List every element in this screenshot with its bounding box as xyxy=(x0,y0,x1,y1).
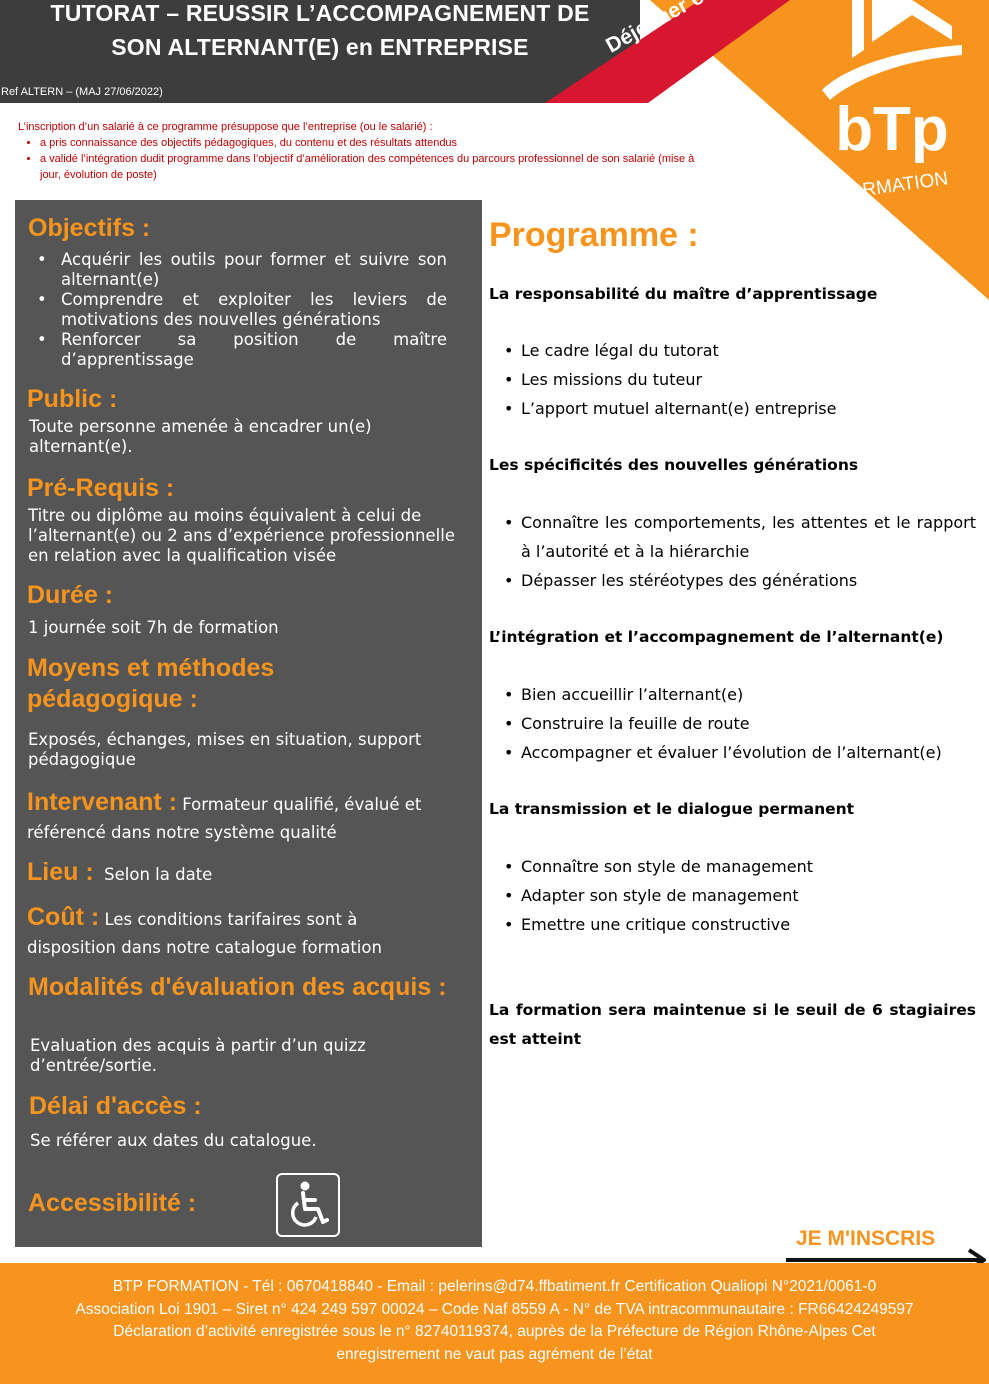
list-item: • Dépasser les stéréotypes des générations xyxy=(504,571,858,590)
cout-text: Les conditions tarifaires sont à disposition dans notre catalogue formation xyxy=(27,910,382,957)
programme-section-title: La responsabilité du maître d’apprentissage xyxy=(489,285,878,303)
delai-heading: Délai d'accès : xyxy=(29,1092,202,1120)
logo-text: bTp xyxy=(835,95,949,164)
list-item: • Connaître son style de management xyxy=(504,857,813,876)
programme-section-list xyxy=(504,508,976,595)
footer-line: enregistrement ne vaut pas agrément de l’état xyxy=(336,1345,653,1363)
cout-block xyxy=(27,902,437,962)
list-item: • Les missions du tuteur xyxy=(504,370,703,389)
footer-text xyxy=(0,1276,989,1366)
list-item: • Emettre une critique constructive xyxy=(504,915,791,934)
duree-heading: Durée : xyxy=(27,581,114,609)
wheelchair-icon xyxy=(276,1173,340,1237)
footer-line: Déclaration d’activité enregistrée sous le n° 82740119374, auprès de la Préfecture de Région Rhône-Alpes Cet xyxy=(113,1323,876,1340)
list-item: • Connaître les comportements, les attentes et le rapport à l’autorité et à la hiérarchie xyxy=(504,513,976,561)
objectifs-heading: Objectifs : xyxy=(28,214,151,242)
list-item: • Acquérir les outils pour former et suivre son alternant(e) xyxy=(37,250,447,289)
lieu-text: Selon la date xyxy=(104,865,213,884)
register-button[interactable]: JE M'INSCRIS xyxy=(796,1227,936,1250)
delai-text: Se référer aux dates du catalogue. xyxy=(30,1131,317,1150)
prerequisite-note xyxy=(18,119,708,183)
btp-logo-icon xyxy=(812,0,972,210)
programme-section-title: L’intégration et l’accompagnement de l’alternant(e) xyxy=(489,628,944,646)
reference-code: Ref ALTERN – (MAJ 27/06/2022) xyxy=(1,86,163,98)
intervenant-block xyxy=(27,787,467,847)
logo-subtext: FORMATION xyxy=(834,168,950,205)
minimum-attendees-note: La formation sera maintenue si le seuil de 6 stagiaires est atteint xyxy=(489,1001,976,1048)
footer-line: Association Loi 1901 – Siret n° 424 249 597 00024 – Code Naf 8559 A - N° de TVA intracommunautaire : FR66424249597 xyxy=(75,1300,914,1318)
lieu-heading: Lieu : xyxy=(27,858,94,886)
moyens-heading: Moyens et méthodes pédagogique : xyxy=(27,654,275,713)
lieu-block xyxy=(27,857,212,890)
moyens-text: Exposés, échanges, mises en situation, support pédagogique xyxy=(28,730,422,769)
page-title-line1: TUTORAT – REUSSIR L’ACCOMPAGNEMENT DE xyxy=(50,0,590,26)
accessibilite-heading: Accessibilité : xyxy=(28,1189,197,1217)
note-intro: L’inscription d’un salarié à ce programme présuppose que l’entreprise (ou le salarié) : xyxy=(18,121,433,133)
cout-heading: Coût : xyxy=(27,903,100,931)
note-item: • a pris connaissance des objectifs pédagogiques, du contenu et des résultats attendus xyxy=(40,135,708,151)
prerequis-heading: Pré-Requis : xyxy=(27,474,175,502)
modalites-text: Evaluation des acquis à partir d’un quizz d’entrée/sortie. xyxy=(30,1036,366,1075)
programme-section-list xyxy=(504,336,976,423)
programme-heading: Programme : xyxy=(489,216,699,254)
list-item: • Adapter son style de management xyxy=(504,886,799,905)
list-item: • Accompagner et évaluer l’évolution de l’alternant(e) xyxy=(504,743,942,762)
list-item: • Renforcer sa position de maître d’apprentissage xyxy=(37,330,447,369)
programme-section-list xyxy=(504,852,976,939)
public-heading: Public : xyxy=(27,385,118,413)
page-title-line2: SON ALTERNANT(E) en ENTREPRISE xyxy=(111,34,529,60)
programme-section-title: Les spécificités des nouvelles générations xyxy=(489,456,859,474)
list-item: • Construire la feuille de route xyxy=(504,714,750,733)
modalites-heading: Modalités d'évaluation des acquis : xyxy=(28,973,447,1001)
public-text: Toute personne amenée à encadrer un(e) alternant(e). xyxy=(29,417,372,456)
intervenant-heading: Intervenant : xyxy=(27,788,178,816)
list-item: • L’apport mutuel alternant(e) entreprise xyxy=(504,399,837,418)
programme-section-title: La transmission et le dialogue permanent xyxy=(489,800,855,818)
duree-text: 1 journée soit 7h de formation xyxy=(28,618,279,637)
list-item: • Bien accueillir l’alternant(e) xyxy=(504,685,744,704)
list-item: • Le cadre légal du tutorat xyxy=(504,341,719,360)
note-item: • a validé l’intégration dudit programme dans l’objectif d’amélioration des compétences du parcours professionnel de son salarié (mise à jour, évolution de poste) xyxy=(40,151,708,183)
footer-line: BTP FORMATION - Tél : 0670418840 - Email : pelerins@d74.ffbatiment.fr Certification Qualiopi N°2021/0061-0 xyxy=(112,1278,877,1295)
prerequis-text: Titre ou diplôme au moins équivalent à celui de l’alternant(e) ou 2 ans d’expérience professionnelle en relation avec la qualification visée xyxy=(28,506,455,565)
programme-section-list xyxy=(504,680,976,767)
objectifs-list xyxy=(37,250,447,370)
list-item: • Comprendre et exploiter les leviers de motivations des nouvelles générations xyxy=(37,290,447,329)
intervenant-text: Formateur qualifié, évalué et référencé dans notre système qualité xyxy=(27,795,422,842)
